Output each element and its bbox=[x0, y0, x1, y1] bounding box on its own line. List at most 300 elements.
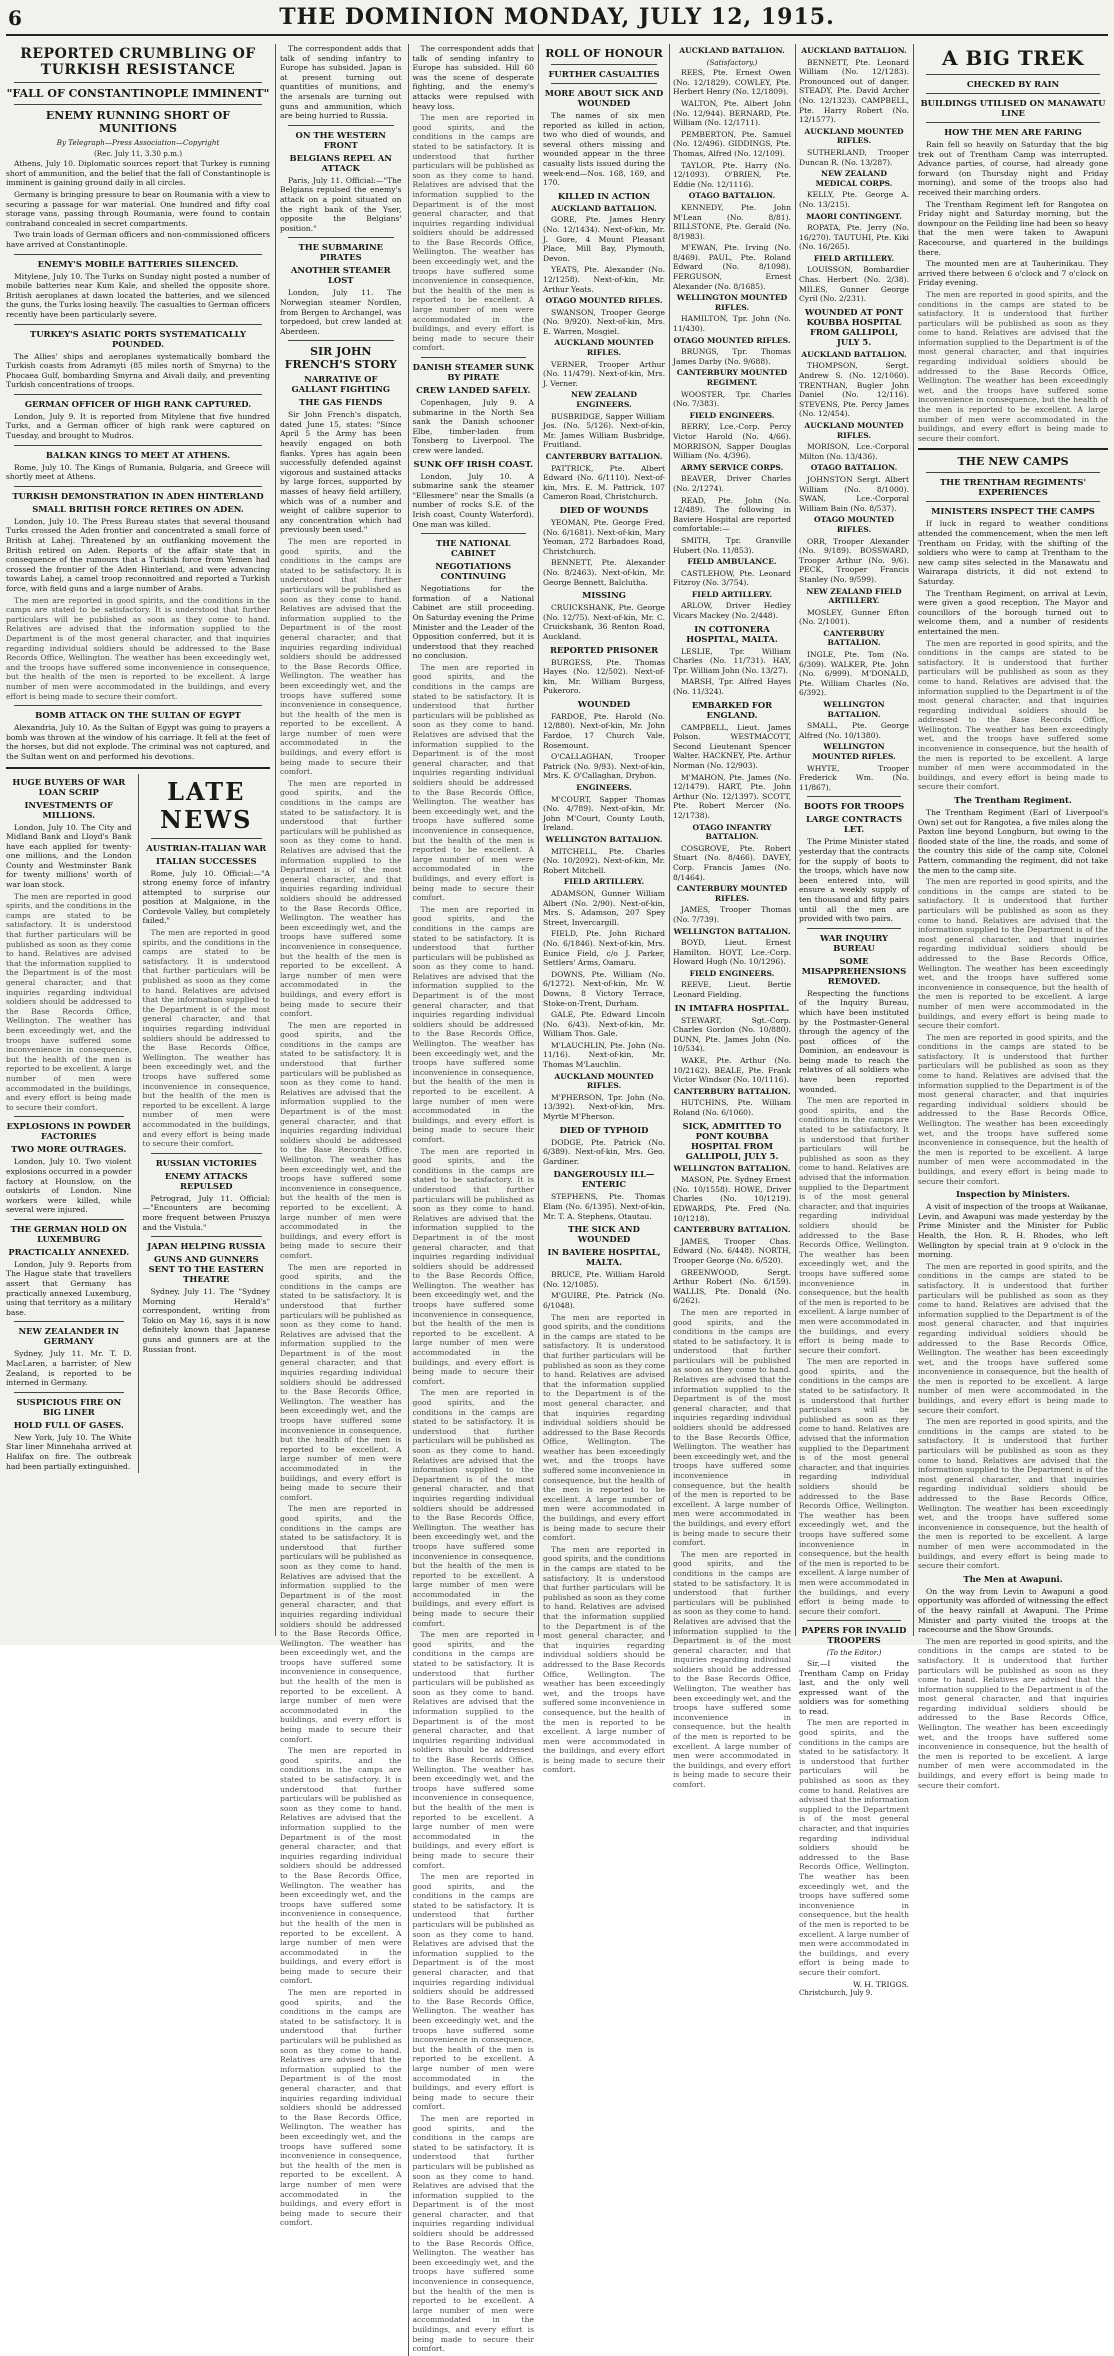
unit-heading: WELLINGTON BATTALION. bbox=[823, 700, 885, 719]
article-paragraph: Copenhagen, July 9. A submarine in the North Sea sank the Danish schooner Elbe, timber-laden from Tonsberg to Liverpool. The crew were landed. bbox=[412, 398, 534, 455]
article-paragraph: The men are reported in good spirits, and the conditions in the camps are stated to be satisfactory. It is understood that further particulars will be published as soon as they come to hand. Relatives are advised that the information supplied to the Department is of the most general character, and that inquiries regarding individual soldiers should be addressed to the Base Records Office, Wellington. The weather has been exceedingly wet, and the troops have suffered some inconvenience in consequence, but the health of the men is reported to be excellent. A large number of men were accommodated in the buildings, and every effort is being made to secure their comfort. bbox=[918, 289, 1108, 443]
casualty-entry: M'PHERSON, Tpr. John (No. 13/392). Next-of-kin, Mrs. Myrtle M'Pherson. bbox=[543, 1092, 665, 1122]
article-paragraph: The men are reported in good spirits, and the conditions in the camps are stated to be satisfactory. It is understood that further particulars will be published as soon as they come to hand. Relatives are advised that the information supplied to the Department is of the most general character, and that inquiries regarding individual soldiers should be addressed to the Base Records Office, Wellington. The weather has been exceedingly wet, and the troops have suffered some inconvenience in consequence, but the health of the men is reported to be excellent. A large number of men were accommodated in the buildings, and every effort is being made to secure their comfort. bbox=[799, 1096, 909, 1355]
article-paragraph: A visit of inspection of the troops at Waikanae, Levin, and Awapuni was made yesterday by the Prime Minister and the Minister for Public Health, the Hon. R. H. Rhodes, who left Wellington by special train at 9 o'clock in the morning. bbox=[918, 1202, 1108, 1260]
masthead-title: THE DOMINION MONDAY, JULY 12, 1915. bbox=[279, 4, 835, 30]
casualty-entry: COSGROVE, Pte. Robert Stuart (No. 8/466). DAVEY, Corp. Francis James (No. 8/1464). bbox=[673, 843, 791, 882]
casualty-entry: BEAVER, Driver Charles (No. 2/1274). bbox=[673, 474, 791, 493]
article-paragraph: The Trentham Regiment (Earl of Liverpool's Own) set out for Rangotea, a five miles along the Paxton line beyond Longburn, but owing to the flooded state of the line, the roads, and some of the country this side of the camp site, Colonel Pattern, commanding the regiment, did not take the men to the camp site. bbox=[918, 808, 1108, 875]
column-4 bbox=[673, 44, 791, 1789]
casualty-entry: READ, Pte. John (No. 12/489). The following in Baviere Hospital are reported comfortable:— bbox=[673, 495, 791, 534]
unit-heading: WELLINGTON BATTALION. bbox=[673, 1163, 791, 1173]
section-heading: TWO MORE OUTRAGES. bbox=[11, 1144, 127, 1155]
casualty-entry: REES, Pte. Ernest Owen (No. 12/1829). COWLEY, Pte. Herbert Henry (No. 12/1809). bbox=[673, 68, 791, 97]
section-heading: ENEMY'S MOBILE BATTERIES SILENCED. bbox=[37, 258, 239, 269]
subheadline: ENEMY RUNNING SHORT OF MUNITIONS bbox=[45, 109, 231, 135]
unit-heading: WELLINGTON MOUNTED RIFLES. bbox=[676, 293, 788, 312]
casualty-entry: ORR, Trooper Alexander (No. 9/189). BOSSWARD, Trooper Arthur (No. 9/6). PECK, Trooper Francis Stanley (No. 9/599). bbox=[799, 536, 909, 584]
section-heading: SUNK OFF IRISH COAST. bbox=[413, 458, 534, 469]
unit-heading: FIELD ARTILLERY. bbox=[691, 589, 773, 599]
article-paragraph: The correspondent adds that talk of sending infantry to Europe has subsided. Japan is at present turning out quantities of munitions, and the arsenals are turning out guns and ammunition, which are being hurried to Russia. bbox=[280, 44, 402, 121]
casualty-entry: BOYD, Lieut. Ernest Hamilton. HOYT, Lce.-Corp. Howard Hugh (No. 10/1296). bbox=[673, 938, 791, 967]
section-heading: PRACTICALLY ANNEXED. bbox=[8, 1246, 130, 1257]
article-paragraph: The men are reported in good spirits, and the conditions in the camps are stated to be satisfactory. It is understood that further particulars will be published as soon as they come to hand. Relatives are advised that the information supplied to the Department is of the most general character, and that inquiries regarding individual soldiers should be addressed to the Base Records Office, Wellington. The weather has been exceedingly wet, and the troops have suffered some inconvenience in consequence, but the health of the men is reported to be excellent. A large number of men were accommodated in the buildings, and every effort is being made to secure their comfort. bbox=[918, 1032, 1108, 1186]
column-5 bbox=[799, 44, 909, 1998]
unit-heading: OTAGO BATTALION. bbox=[688, 191, 776, 201]
divider bbox=[288, 340, 394, 341]
divider bbox=[14, 254, 262, 255]
section-heading: NARRATIVE OF GALLANT FIGHTING bbox=[291, 374, 391, 395]
section-heading: DIED OF TYPHOID bbox=[559, 1124, 649, 1135]
article-paragraph: The men are reported in good spirits, and the conditions in the camps are stated to be satisfactory. It is understood that further particulars will be published as soon as they come to hand. Relatives are advised that the information supplied to the Department is of the most general character, and that inquiries regarding individual soldiers should be addressed to the Base Records Office, Wellington. The weather has been exceedingly wet, and the troops have suffered some inconvenience in consequence, but the health of the men is reported to be excellent. A large number of men were accommodated in the buildings, and every effort is being made to secure their comfort. bbox=[799, 1357, 909, 1616]
casualty-entry: MORISON, Lce.-Corporal Milton (No. 13/436). bbox=[799, 442, 909, 461]
lower-right bbox=[138, 774, 270, 1474]
masthead bbox=[0, 0, 1114, 38]
divider bbox=[918, 448, 1108, 450]
section-heading: TURKEY'S ASIATIC PORTS SYSTEMATICALLY POUNDED. bbox=[29, 328, 247, 349]
casualty-entry: BRUNGS, Tpr. Thomas James Darby (No. 9/688). bbox=[673, 347, 791, 366]
casualty-entry: SWANSON, Trooper George (No. 9/920). Next-of-kin, Mrs. E. Warren, Mosgiel. bbox=[543, 307, 665, 336]
casualty-entry: WHYTE, Trooper Frederick Wm. (No. 11/867). bbox=[799, 763, 909, 792]
article-paragraph: The men are reported in good spirits, and the conditions in the camps are stated to be satisfactory. It is understood that further particulars will be published as soon as they come to hand. Relatives are advised that the information supplied to the Department is of the most general character, and that inquiries regarding individual soldiers should be addressed to the Base Records Office, Wellington. The weather has been exceedingly wet, and the troops have suffered some inconvenience in consequence, but the health of the men is reported to be excellent. A large number of men were accommodated in the buildings, and every effort is being made to secure their comfort. bbox=[918, 638, 1108, 792]
divider bbox=[551, 64, 657, 65]
unit-heading: AUCKLAND BATTALION. bbox=[801, 349, 907, 359]
unit-heading: WELLINGTON BATTALION. bbox=[673, 926, 791, 936]
article-paragraph: The Prime Minister stated yesterday that the contracts for the supply of boots to the troops, which have now been entered into, will ensure a weekly supply of ten thousand and fifty pairs until all the men are provided with two pairs. bbox=[799, 837, 909, 924]
section-heading: EMBARKED FOR ENGLAND. bbox=[691, 699, 773, 720]
casualty-entry: BRUCE, Pte. William Harold (No. 12/1085). bbox=[543, 1270, 665, 1289]
article-paragraph: Respecting the functions of the Inquiry Bureau, which have been instituted by the Postmaster-General through the agency of the post offices of the Dominion, an endeavour is being made to reach the relatives of all soldiers who have been reported wounded. bbox=[799, 988, 909, 1094]
casualty-entry: JAMES, Trooper Thomas (No. 7/739). bbox=[673, 905, 791, 924]
unit-heading: NEW ZEALAND MEDICAL CORPS. bbox=[815, 169, 893, 188]
section-heading: DIED OF WOUNDS bbox=[559, 504, 649, 515]
article-paragraph: Athens, July 10. Diplomatic sources report that Turkey is running short of ammunition, and the belief that the fall of Constantinople is imminent is gaining ground daily in all circles. bbox=[6, 159, 270, 188]
section-heading: THE NEW CAMPS bbox=[957, 455, 1069, 469]
article-paragraph: The Trentham Regiment, on arrival at Levin, were given a good reception. The Mayor and councillors of the borough turned out to welcome them, and a number of residents entertained the men. bbox=[918, 588, 1108, 636]
section-heading: BOMB ATTACK ON THE SULTAN OF EGYPT bbox=[35, 710, 241, 721]
casualty-entry: SUTHERLAND, Trooper Duncan R. (No. 13/287). bbox=[799, 147, 909, 167]
casualty-entry: THOMPSON, Sergt. Andrew S. (No. 12/1060). TRENTHAN, Bugler John Daniel (No. 12/116). STEVENS, Pte. Percy James (No. 12/454). bbox=[799, 361, 909, 419]
section-heading: IN BAVIERE HOSPITAL, MALTA. bbox=[547, 1247, 661, 1268]
casualty-entry: CAMPBELL, Lieut. James Polson. WESTMACOTT, Second Lieutenant Spencer Walter. HACKNEY, Pte. Arthur Norman (No. 12/903). bbox=[673, 722, 791, 770]
article-paragraph: The Trentham Regiment left for Rangotea on Friday night and Saturday morning, but the downpour on the Feilding line had been so heavy that the men were taken to Awapuni Racecourse, and quartered in the buildings there. bbox=[918, 199, 1108, 257]
section-heading: IN COTTONERA HOSPITAL, MALTA. bbox=[686, 623, 778, 644]
article-paragraph: The Allies' ships and aeroplanes systematically bombard the Turkish coasts from Adramyti (85 miles north of Smyrna) to the Phocaea Gulf, bombarding Smyrna and Aivali daily, and preventing Turkish concentrations of troops. bbox=[6, 351, 270, 390]
casualty-entry: M'COURT, Sapper Thomas (No. 4/789). Next-of-kin, Mr. John M'Court, County Louth, Ireland. bbox=[543, 794, 665, 833]
subheadline: "FALL OF CONSTANTINOPLE IMMINENT" bbox=[6, 87, 270, 100]
unit-heading: FIELD ENGINEERS. bbox=[689, 410, 775, 420]
casualty-entry: YEATS, Pte. Alexander (No. 12/1258). Next-of-kin, Mr. Arthur Yeats. bbox=[543, 265, 665, 294]
article-paragraph: Alexandria, July 10. As the Sultan of Egypt was going to prayers a bomb was thrown at the window of his carriage. It fell at the feet of the horses, but did not explode. The criminal was not captured, and the Sultan went on and performed his devotions. bbox=[6, 723, 270, 761]
casualty-entry: LOUISSON, Bombardier Chas. Herbert (No. 2/38). MILES, Gunner George Cyril (No. 2/231). bbox=[799, 265, 909, 304]
casualty-entry: CRUICKSHANK, Pte. George (No. 12/75). Next-of-kin, Mr. C. Cruickshank, 36 Renton Road, Auckland. bbox=[543, 603, 665, 641]
subheadline: BUILDINGS UTILISED ON MANAWATU LINE bbox=[920, 98, 1106, 118]
subheadline: MORE ABOUT SICK AND WOUNDED bbox=[544, 88, 664, 108]
unit-heading: CANTERBURY MOUNTED RIFLES. bbox=[676, 884, 788, 903]
unit-heading: NEW ZEALAND ENGINEERS. bbox=[571, 390, 637, 410]
section-heading: PAPERS FOR INVALID TROOPERS bbox=[801, 1625, 907, 1646]
article-paragraph: The men are reported in good spirits, and the conditions in the camps are stated to be satisfactory. It is understood that further particulars will be published as soon as they come to hand. Relatives are advised that the information supplied to the Department is of the most general character, and that inquiries regarding individual soldiers should be addressed to the Base Records Office, Wellington. The weather has been exceedingly wet, and the troops have suffered some inconvenience in consequence, but the health of the men is reported to be excellent. A large number of men were accommodated in the buildings, and every effort is being made to secure their comfort. bbox=[412, 1630, 534, 1870]
casualty-entry: FARDOE, Pte. Harold (No. 12/880). Next-of-kin, Mr. John Fardoe, 17 Church Vale, Rosemount. bbox=[543, 711, 665, 750]
section-heading: CREW LANDED SAFELY. bbox=[416, 385, 531, 395]
divider bbox=[151, 1153, 262, 1154]
section-heading: ENEMY ATTACKS REPULSED bbox=[164, 1170, 248, 1191]
section-heading: BELGIANS REPEL AN ATTACK bbox=[289, 152, 393, 173]
article-paragraph: The men are reported in good spirits, and the conditions in the camps are stated to be satisfactory. It is understood that further particulars will be published as soon as they come to hand. Relatives are advised that the information supplied to the Department is of the most general character, and that inquiries regarding individual soldiers should be addressed to the Base Records Office, Wellington. The weather has been exceedingly wet, and the troops have suffered some inconvenience in consequence, but the health of the men is reported to be excellent. A large number of men were accommodated in the buildings, and every effort is being made to secure their comfort. bbox=[799, 1718, 909, 1977]
article-paragraph: If luck in regard to weather conditions attended the commencement, when the men left Trentham on Friday, with the shifting of the soldiers who were to camp at Trentham to the new camp sites selected in the Manawatu and Wairarapa districts, it did not extend to Saturday. bbox=[918, 519, 1108, 586]
unit-heading: AUCKLAND BATTALION. bbox=[801, 46, 907, 55]
casualty-entry: STEWART, Sgt.-Corp. Charles Gordon (No. 10/880). DUNN, Pte. James John (No. 10/534). bbox=[673, 1015, 791, 1054]
unit-heading: OTAGO MOUNTED RIFLES. bbox=[673, 335, 791, 345]
casualty-entry: PEMBERTON, Pte. Samuel (No. 12/496). GIDDINGS, Pte. Thomas, Alfred (No. 12/109). bbox=[673, 129, 791, 158]
article-paragraph: The men are reported in good spirits, and the conditions in the camps are stated to be satisfactory. It is understood that further particulars will be published as soon as they come to hand. Relatives are advised that the information supplied to the Department is of the most general character, and that inquiries regarding individual soldiers should be addressed to the Base Records Office, Wellington. The weather has been exceedingly wet, and the troops have suffered some inconvenience in consequence, but the health of the men is reported to be excellent. A large number of men were accommodated in the buildings, and every effort is being made to secure their comfort. bbox=[412, 1146, 534, 1386]
casualty-entry: WOOSTER, Tpr. Charles (No. 7/383). bbox=[673, 389, 791, 409]
section-heading: JAPAN HELPING RUSSIA bbox=[147, 1241, 266, 1252]
column-1 bbox=[6, 44, 270, 1639]
unit-heading: FIELD AMBULANCE. bbox=[687, 557, 777, 567]
casualty-entry: ADAMSON, Gunner William Albert (No. 2/90). Next-of-kin, Mrs. S. Adamson, 207 Spey Street, Invercargill. bbox=[543, 888, 665, 927]
casualty-entry: HUTCHINS, Pte. William Roland (No. 6/1060). bbox=[673, 1098, 791, 1117]
divider bbox=[807, 1620, 901, 1621]
divider bbox=[14, 104, 262, 105]
article-paragraph: The men are reported in good spirits, and the conditions in the camps are stated to be satisfactory. It is understood that further particulars will be published as soon as they come to hand. Relatives are advised that the information supplied to the Department is of the most general character, and that inquiries regarding individual soldiers should be addressed to the Base Records Office, Wellington. The weather has been exceedingly wet, and the troops have suffered some inconvenience in consequence, but the health of the men is reported to be excellent. A large number of men were accommodated in the buildings, and every effort is being made to secure their comfort. bbox=[280, 1504, 402, 1744]
divider bbox=[421, 533, 527, 534]
divider bbox=[926, 93, 1100, 94]
masthead-rule bbox=[6, 34, 1108, 36]
column-2-right bbox=[408, 44, 535, 2356]
article-paragraph: The names of six men reported as killed in action, two who died of wounds, and several others missing and wounded appear in the three casualty lists issued during the week-end—Nos. 168, 169, and 170. bbox=[543, 111, 665, 188]
unit-heading: CANTERBURY MOUNTED REGIMENT. bbox=[676, 368, 788, 387]
divider bbox=[6, 767, 270, 769]
article-paragraph: Sir John French's dispatch, dated June 15, states: "Since April 5 the Army has been heavily engaged on both flanks. Ypres has again been successfully defended against vigorous and sustained attacks by large forces, supported by masses of heavy field artillery, which was of a number and weight of calibre superior to any concentration which had previously been used." bbox=[280, 410, 402, 535]
column-2 bbox=[280, 44, 534, 2354]
unit-heading: WELLINGTON MOUNTED RIFLES. bbox=[812, 742, 896, 761]
subheadline: CHECKED BY RAIN bbox=[966, 79, 1060, 89]
divider bbox=[926, 122, 1100, 123]
casualty-entry: ARLOW, Driver Hedley Vicars Mackey (No. 2/448). bbox=[673, 601, 791, 621]
casualty-entry: VERNER, Trooper Arthur (No. 11/479). Next-of-kin, Mrs. J. Verner. bbox=[543, 359, 665, 388]
divider bbox=[807, 928, 901, 929]
article-paragraph: London, July 10. The City and Midland Bank and Lloyd's Bank have each applied for twenty-one millions, and the London County and Westminster Bank for twenty millions' worth of war loan stock. bbox=[6, 822, 132, 890]
article-paragraph: The men are reported in good spirits, and the conditions in the camps are stated to be satisfactory. It is understood that further particulars will be published as soon as they come to hand. Relatives are advised that the information supplied to the Department is of the most general character, and that inquiries regarding individual soldiers should be addressed to the Base Records Office, Wellington. The weather has been exceedingly wet, and the troops have suffered some inconvenience in consequence, but the health of the men is reported to be excellent. A large number of men were accommodated in the buildings, and every effort is being made to secure their comfort. bbox=[412, 904, 534, 1144]
article-paragraph: The men are reported in good spirits, and the conditions in the camps are stated to be satisfactory. It is understood that further particulars will be published as soon as they come to hand. Relatives are advised that the information supplied to the Department is of the most general character, and that inquiries regarding individual soldiers should be addressed to the Base Records Office, Wellington. The weather has been exceedingly wet, and the troops have suffered some inconvenience in consequence, but the health of the men is reported to be excellent. A large number of men were accommodated in the buildings, and every effort is being made to secure their comfort. bbox=[918, 1636, 1108, 1790]
article-paragraph: The men are reported in good spirits, and the conditions in the camps are stated to be satisfactory. It is understood that further particulars will be published as soon as they come to hand. Relatives are advised that the information supplied to the Department is of the most general character, and that inquiries regarding individual soldiers should be addressed to the Base Records Office, Wellington. The weather has been exceedingly wet, and the troops have suffered some inconvenience in consequence, but the health of the men is reported to be excellent. A large number of men were accommodated in the buildings, and every effort is being made to secure their comfort. bbox=[280, 1988, 402, 2228]
article-paragraph: The men are reported in good spirits, and the conditions in the camps are stated to be satisfactory. It is understood that further particulars will be published as soon as they come to hand. Relatives are advised that the information supplied to the Department is of the most general character, and that inquiries regarding individual soldiers should be addressed to the Base Records Office, Wellington. The weather has been exceedingly wet, and the troops have suffered some inconvenience in consequence, but the health of the men is reported to be excellent. A large number of men were accommodated in the buildings, and every effort is being made to secure their comfort. bbox=[280, 1262, 402, 1502]
casualty-entry: CASTLEHOW, Pte. Leonard Fitzroy (No. 3/754). bbox=[673, 568, 791, 588]
article-paragraph: The correspondent adds that talk of sending infantry to Europe has subsided. Hill 60 was the scene of desperate fighting, and the enemy's attacks were repulsed with heavy loss. bbox=[412, 44, 534, 111]
article-paragraph: London, July 9. It is reported from Mitylene that five hundred Turks, and a German officer of high rank were captured on Tuesday, and brought to Mudros. bbox=[6, 411, 270, 441]
section-heading: INVESTMENTS OF MILLIONS. bbox=[24, 799, 113, 820]
section-heading: THE NATIONAL CABINET bbox=[435, 538, 511, 559]
unit-heading: AUCKLAND MOUNTED RIFLES. bbox=[554, 338, 654, 358]
unit-heading: CANTERBURY BATTALION. bbox=[673, 1225, 791, 1235]
headline: REPORTED CRUMBLING OF TURKISH RESISTANCE bbox=[20, 46, 256, 78]
casualty-entry: MARSH, Tpr. Alfred Hayes (No. 11/324). bbox=[673, 677, 791, 697]
unit-heading: CANTERBURY BATTALION. bbox=[673, 1086, 791, 1096]
byline: By Telegraph—Press Association—Copyright bbox=[56, 138, 220, 147]
section-heading: THE GERMAN HOLD ON LUXEMBURG bbox=[10, 1223, 128, 1244]
unit-heading: OTAGO INFANTRY BATTALION. bbox=[692, 822, 772, 842]
article-paragraph: The men are reported in good spirits, and the conditions in the camps are stated to be satisfactory. It is understood that further particulars will be published as soon as they come to hand. Relatives are advised that the information supplied to the Department is of the most general character, and that inquiries regarding individual soldiers should be addressed to the Base Records Office, Wellington. The weather has been exceedingly wet, and the troops have suffered some inconvenience in consequence, but the health of the men is reported to be excellent. A large number of men were accommodated in the buildings, and every effort is being made to secure their comfort. bbox=[412, 1388, 534, 1628]
casualty-entry: FIELD, Pte. John Richard (No. 6/1846). Next-of-kin, Mrs. Eunice Field, c/o J. Parker, Settlers' Arms, Oamaru. bbox=[543, 929, 665, 968]
article-paragraph: The men are reported in good spirits, and the conditions in the camps are stated to be satisfactory. It is understood that further particulars will be published as soon as they come to hand. Relatives are advised that the information supplied to the Department is of the most general character, and that inquiries regarding individual soldiers should be addressed to the Base Records Office, Wellington. The weather has been exceedingly wet, and the troops have suffered some inconvenience in consequence, but the health of the men is reported to be excellent. A large number of men were accommodated in the buildings, and every effort is being made to secure their comfort. bbox=[280, 778, 402, 1019]
unit-heading: AUCKLAND MOUNTED RIFLES. bbox=[804, 421, 904, 440]
casualty-entry: BURGESS, Pte. Thomas Hayes (No. 12/502). Next-of-kin, Mr. William Burgess, Pukeroro. bbox=[543, 657, 665, 696]
casualty-entry: M'GUIRE, Pte. Patrick (No. 6/1048). bbox=[543, 1291, 665, 1310]
column-6 bbox=[918, 44, 1108, 1790]
casualty-entry: WALTON, Pte. Albert John (No. 12/944). BERNARD, Pte. William (No. 12/1711). bbox=[673, 98, 791, 128]
article-paragraph: The men are reported in good spirits, and the conditions in the camps are stated to be satisfactory. It is understood that further particulars will be published as soon as they come to hand. Relatives are advised that the information supplied to the Department is of the most general character, and that inquiries regarding individual soldiers should be addressed to the Base Records Office, Wellington. The weather has been exceedingly wet, and the troops have suffered some inconvenience in consequence, but the health of the men is reported to be excellent. A large number of men were accommodated in the buildings, and every effort is being made to secure their comfort. bbox=[543, 1312, 665, 1543]
divider bbox=[551, 83, 657, 84]
casualty-entry: BENNETT, Pte. Alexander (No. 8/2463). Next-of-kin, Mr. George Bennett, Balclutha. bbox=[543, 558, 665, 587]
column-rule bbox=[795, 44, 796, 1636]
section-heading: ITALIAN SUCCESSES bbox=[156, 855, 257, 866]
unit-heading: NEW ZEALAND FIELD ARTILLERY. bbox=[806, 586, 902, 606]
column-3 bbox=[543, 44, 665, 1775]
divider bbox=[926, 74, 1100, 75]
section-heading: DANGEROUSLY ILL—ENTERIC bbox=[553, 1169, 655, 1190]
divider bbox=[14, 445, 262, 446]
section-heading: THE SICK AND WOUNDED bbox=[568, 1224, 640, 1245]
column-rule bbox=[669, 44, 670, 1636]
casualty-entry: M'LAUCHLIN, Pte. John (No. 11/16). Next-of-kin, Mr. Thomas M'Lauchlin. bbox=[543, 1040, 665, 1070]
unit-heading: AUCKLAND BATTALION. bbox=[551, 203, 657, 213]
late-news-heading: LATE NEWS bbox=[160, 776, 253, 834]
article-paragraph: The men are reported in good spirits, and the conditions in the camps are stated to be satisfactory. It is understood that further particulars will be published as soon as they come to hand. Relatives are advised that the information supplied to the Department is of the most general character, and that inquiries regarding individual soldiers should be addressed to the Base Records Office, Wellington. The weather has been exceedingly wet, and the troops have suffered some inconvenience in consequence, but the health of the men is reported to be excellent. A large number of men were accommodated in the buildings, and every effort is being made to secure their comfort. bbox=[6, 595, 270, 701]
article-paragraph: London, July 10. Two violent explosions occurred in a powder factory at Hounslow, on the outskirts of London. Nine workers were killed, while several were injured. bbox=[6, 1157, 132, 1215]
divider bbox=[926, 501, 1100, 502]
section-heading: MINISTERS INSPECT THE CAMPS bbox=[931, 506, 1095, 517]
subheadline: HOW THE MEN ARE FARING bbox=[944, 127, 1082, 137]
section-heading: WAR INQUIRY BUREAU bbox=[819, 932, 888, 953]
section-heading: The Trentham Regiment. bbox=[954, 795, 1072, 806]
casualty-entry: M'EWAN, Pte. Irving (No. 8/469). PAUL, Pte. Roland Edward (No. 8/1098). FERGUSON, Ernest Alexander (No. 8/1685). bbox=[673, 243, 791, 291]
casualty-entry: STEPHENS, Pte. Thomas Elam (No. 6/1395). Next-of-kin, Mr. T. A. Stephens, Otautau. bbox=[543, 1192, 665, 1221]
section-heading: ANOTHER STEAMER LOST bbox=[290, 265, 391, 286]
article-paragraph: The men are reported in good spirits, and the conditions in the camps are stated to be satisfactory. It is understood that further particulars will be published as soon as they come to hand. Relatives are advised that the information supplied to the Department is of the most general character, and that inquiries regarding individual soldiers should be addressed to the Base Records Office, Wellington. The weather has been exceedingly wet, and the troops have suffered some inconvenience in consequence, but the health of the men is reported to be excellent. A large number of men were accommodated in the buildings, and every effort is being made to secure their comfort. bbox=[918, 1261, 1108, 1415]
divider bbox=[151, 1236, 262, 1237]
casualty-entry: HAMILTON, Tpr. John (No. 11/430). bbox=[673, 314, 791, 334]
unit-heading: FIELD ARTILLERY. bbox=[563, 877, 645, 887]
casualty-entry: MITCHELL, Pte. Charles (No. 10/2092). Next-of-kin, Mr. Robert Mitchell. bbox=[543, 846, 665, 875]
casualty-entry: BERRY, Lce.-Corp. Percy Victor Harold (No. 4/66). MORRISON, Sapper Douglas William (No. 4/396). bbox=[673, 422, 791, 461]
article-paragraph: Germany is bringing pressure to bear on Roumania with a view to securing a passage for war material. One hundred and fifty coal storage vans, passing through Roumania, were found to contain contraband concealed in secret compartments. bbox=[6, 189, 270, 228]
casualty-entry: INGLE, Pte. Tom (No. 6/309). WALKER, Pte. John (No. 6/999). M'DONALD, Pte. William Charles (No. 6/392). bbox=[799, 650, 909, 698]
headline: A BIG TREK bbox=[942, 46, 1084, 70]
section-heading: KILLED IN ACTION bbox=[557, 190, 651, 201]
casualty-entry: ROPATA, Pte. Jerry (No. 16/270). TAUTUHI, Pte. Kiki (No. 16/265). bbox=[799, 223, 909, 252]
section-heading: SUSPICIOUS FIRE ON BIG LINER bbox=[16, 1396, 122, 1417]
section-heading: SIR JOHN FRENCH'S STORY bbox=[284, 345, 397, 372]
section-heading: NEW ZEALANDER IN GERMANY bbox=[18, 1326, 119, 1347]
casualty-entry: WAKE, Pte. Arthur (No. 10/2162). BEALE, Pte. Frank Victor Windsor (No. 10/1116). bbox=[673, 1056, 791, 1085]
divider bbox=[288, 237, 394, 238]
column-rule bbox=[275, 44, 276, 1636]
signature: W. H. TRIGGS. bbox=[852, 1979, 909, 1989]
casualty-entry: GREENWOOD, Sergt. Arthur Robert (No. 6/159). WALLIS, Pte. Donald (No. 6/262). bbox=[673, 1267, 791, 1306]
section-heading: Inspection by Ministers. bbox=[956, 1189, 1070, 1200]
column-rule bbox=[538, 44, 539, 1636]
section-heading: GUNS AND GUNNERS SENT TO THE EASTERN THEATRE bbox=[148, 1254, 264, 1285]
article-paragraph: The men are reported in good spirits, and the conditions in the camps are stated to be satisfactory. It is understood that further particulars will be published as soon as they come to hand. Relatives are advised that the information supplied to the Department is of the most general character, and that inquiries regarding individual soldiers should be addressed to the Base Records Office, Wellington. The weather has been exceedingly wet, and the troops have suffered some inconvenience in consequence, but the health of the men is reported to be excellent. A large number of men were accommodated in the buildings, and every effort is being made to secure their comfort. bbox=[918, 877, 1108, 1031]
section-heading: HUGE BUYERS OF WAR LOAN SCRIP bbox=[12, 776, 126, 797]
section-heading: TURKISH DEMONSTRATION IN ADEN HINTERLAND bbox=[12, 490, 264, 501]
article-paragraph: The men are reported in good spirits, and the conditions in the camps are stated to be satisfactory. It is understood that further particulars will be published as soon as they come to hand. Relatives are advised that the information supplied to the Department is of the most general character, and that inquiries regarding individual soldiers should be addressed to the Base Records Office, Wellington. The weather has been exceedingly wet, and the troops have suffered some inconvenience in consequence, but the health of the men is reported to be excellent. A large number of men were accommodated in the buildings, and every effort is being made to secure their comfort. bbox=[412, 662, 534, 903]
article-paragraph: The men are reported in good spirits, and the conditions in the camps are stated to be satisfactory. It is understood that further particulars will be published as soon as they come to hand. Relatives are advised that the information supplied to the Department is of the most general character, and that inquiries regarding individual soldiers should be addressed to the Base Records Office, Wellington. The weather has been exceedingly wet, and the troops have suffered some inconvenience in consequence, but the health of the men is reported to be excellent. A large number of men were accommodated in the buildings, and every effort is being made to secure their comfort. bbox=[142, 928, 270, 1149]
casualty-entry: SMALL, Pte. George Alfred (No. 10/1380). bbox=[799, 721, 909, 740]
casualty-entry: MOSLEY, Gunner Efton (No. 2/1001). bbox=[799, 607, 909, 627]
unit-heading: OTAGO MOUNTED RIFLES. bbox=[545, 296, 663, 306]
casualty-entry: KENNEDY, Pte. John M'Lean (No. 8/81). RILLSTONE, Pte. Gerald (No. 8/1983). bbox=[673, 202, 791, 241]
section-heading: GERMAN OFFICER OF HIGH RANK CAPTURED. bbox=[24, 398, 252, 409]
unit-heading: FIELD ENGINEERS. bbox=[689, 968, 775, 978]
section-heading: SMALL BRITISH FORCE RETIRES ON ADEN. bbox=[32, 503, 244, 514]
divider bbox=[421, 357, 527, 358]
casualty-entry: JOHNSTON Sergt. Albert William (No. 8/1000). SWAN, Lce.-Corporal William Bain (No. 8/537). bbox=[799, 474, 909, 513]
article-paragraph: Negotiations for the formation of a National Cabinet are still proceeding. On Saturday evening the Prime Minister and the Leader of the Opposition conferred, but it is understood that they reached no conclusion. bbox=[412, 584, 534, 661]
page-number: 6 bbox=[8, 6, 22, 30]
section-heading: ON THE WESTERN FRONT bbox=[295, 129, 386, 150]
section-heading: WOUNDED bbox=[577, 698, 631, 709]
unit-heading: AUCKLAND MOUNTED RIFLES. bbox=[804, 126, 904, 146]
divider bbox=[14, 486, 262, 487]
article-paragraph: London, July 9. Reports from The Hague state that travellers assert that Germany has practically annexed Luxemburg, using that territory as a military base. bbox=[6, 1259, 132, 1317]
casualty-entry: SMITH, Tpr. Granville Hubert (No. 11/853). bbox=[673, 535, 791, 555]
article-paragraph: Mitylene, July 10. The Turks on Sunday night posted a number of mobile batteries near Kum Kale, and shelled the opposite shore. British aeroplanes at dawn located the batteries, and we silenced the guns, the Turks losing heavily. The casualties to German officers recently have been particularly severe. bbox=[6, 271, 270, 319]
column-2-split bbox=[280, 44, 534, 2356]
dateline: (Rec. July 11, 3.30 p.m.) bbox=[93, 148, 182, 158]
section-heading: SOME MISAPPREHENSIONS REMOVED. bbox=[801, 955, 907, 986]
casualty-entry: TAYLOR, Pte. Harry (No. 12/1093). O'BRIEN, Pte. Eddie (No. 12/1116). bbox=[673, 160, 791, 189]
unit-heading: FIELD ARTILLERY. bbox=[813, 253, 895, 263]
lower-split bbox=[6, 774, 270, 1474]
lower-left bbox=[6, 774, 132, 1474]
section-heading: NEGOTIATIONS CONTINUING bbox=[435, 561, 512, 582]
divider bbox=[14, 1392, 124, 1393]
article-paragraph: London, July 10. A submarine sank the steamer "Ellesmere" near the Smalls (a number of rocks S.E. of the Irish coast, County Waterford). One man was killed. bbox=[412, 471, 534, 529]
column-2-left bbox=[280, 44, 402, 2356]
section-heading: THE SUBMARINE PIRATES bbox=[298, 242, 384, 263]
article-paragraph: The men are reported in good spirits, and the conditions in the camps are stated to be satisfactory. It is understood that further particulars will be published as soon as they come to hand. Relatives are advised that the information supplied to the Department is of the most general character, and that inquiries regarding individual soldiers should be addressed to the Base Records Office, Wellington. The weather has been exceedingly wet, and the troops have suffered some inconvenience in consequence, but the health of the men is reported to be excellent. A large number of men were accommodated in the buildings, and every effort is being made to secure their comfort. bbox=[918, 1417, 1108, 1571]
article-paragraph: Rain fell so heavily on Saturday that the big trek out of Trentham Camp was interrupted. Advance parties, of course, had already gone forward (on Thursday night and Friday morning), and some of the troops also had received their marching orders. bbox=[918, 140, 1108, 197]
unit-heading: AUCKLAND BATTALION. bbox=[679, 46, 785, 55]
article-paragraph: The men are reported in good spirits, and the conditions in the camps are stated to be satisfactory. It is understood that further particulars will be published as soon as they come to hand. Relatives are advised that the information supplied to the Department is of the most general character, and that inquiries regarding individual soldiers should be addressed to the Base Records Office, Wellington. The weather has been exceedingly wet, and the troops have suffered some inconvenience in consequence, but the health of the men is reported to be excellent. A large number of men were accommodated in the buildings, and every effort is being made to secure their comfort. bbox=[412, 2113, 534, 2354]
article-paragraph: The men are reported in good spirits, and the conditions in the camps are stated to be satisfactory. It is understood that further particulars will be published as soon as they come to hand. Relatives are advised that the information supplied to the Department is of the most general character, and that inquiries regarding individual soldiers should be addressed to the Base Records Office, Wellington. The weather has been exceedingly wet, and the troops have suffered some inconvenience in consequence, but the health of the men is reported to be excellent. A large number of men were accommodated in the buildings, and every effort is being made to secure their comfort. bbox=[543, 1544, 665, 1775]
section-heading: IN IMTAFRA HOSPITAL. bbox=[674, 1002, 790, 1013]
article-paragraph: The men are reported in good spirits, and the conditions in the camps are stated to be satisfactory. It is understood that further particulars will be published as soon as they come to hand. Relatives are advised that the information supplied to the Department is of the most general character, and that inquiries regarding individual soldiers should be addressed to the Base Records Office, Wellington. The weather has been exceedingly wet, and the troops have suffered some inconvenience in consequence, but the health of the men is reported to be excellent. A large number of men were accommodated in the buildings, and every effort is being made to secure their comfort. bbox=[280, 1746, 402, 1986]
casualty-entry: DODGE, Pte. Patrick (No. 6/389). Next-of-kin, Mrs. Geo. Gardiner. bbox=[543, 1137, 665, 1166]
article-paragraph: Rome, July 10. The Kings of Rumania, Bulgaria, and Greece will shortly meet at Athens. bbox=[6, 462, 270, 482]
section-heading: THE TRENTHAM REGIMENTS' EXPERIENCES bbox=[939, 477, 1087, 498]
section-heading: AUSTRIAN-ITALIAN WAR bbox=[146, 842, 267, 853]
casualty-entry: O'CALLAGHAN, Trooper Patrick (No. 9/93). Next-of-kin, Mrs. K. O'Callaghan, Drybon. bbox=[543, 752, 665, 781]
casualty-entry: PATTRICK, Pte. Albert Edward (No. 6/1110). Next-of-kin, Mrs. E. M. Pattrick, 107 Cameron Road, Christchurch. bbox=[543, 463, 665, 502]
article-paragraph: New York, July 10. The White Star liner Minnehaha arrived at Halifax on fire. The outbreak had been partially extinguished. bbox=[6, 1432, 132, 1471]
divider bbox=[14, 324, 262, 325]
unit-heading: ARMY SERVICE CORPS. bbox=[680, 462, 784, 472]
section-heading: HOLD FULL OF GASES. bbox=[13, 1419, 124, 1430]
casualty-entry: GORE, Pte. James Henry (No. 12/1434). Next-of-kin, Mr. J. Gore, 4 Mount Pleasant Place, Mill Bay, Plymouth, Devon. bbox=[543, 215, 665, 263]
article-paragraph: Rome, July 10. Official:—"A strong enemy force of infantry attempted to surprise our position at Malgaione, in the Cordevole Valley, but completely failed." bbox=[142, 868, 270, 926]
divider bbox=[926, 472, 1100, 473]
article-paragraph: Sir,—I visited the Trentham Camp on Friday last, and the only well expressed want of the soldiers was for something to read. bbox=[799, 1658, 909, 1716]
section-heading: MISSING bbox=[582, 590, 626, 601]
article-paragraph: The men are reported in good spirits, and the conditions in the camps are stated to be satisfactory. It is understood that further particulars will be published as soon as they come to hand. Relatives are advised that the information supplied to the Department is of the most general character, and that inquiries regarding individual soldiers should be addressed to the Base Records Office, Wellington. The weather has been exceedingly wet, and the troops have suffered some inconvenience in consequence, but the health of the men is reported to be excellent. A large number of men were accommodated in the buildings, and every effort is being made to secure their comfort. bbox=[673, 1307, 791, 1548]
section-heading: THE GAS FIENDS bbox=[299, 397, 383, 408]
section-heading: SICK, ADMITTED TO PONT KOUBBA HOSPITAL FROM GALLIPOLI, JULY 5. bbox=[682, 1120, 782, 1161]
article-paragraph: London, July 10. The Press Bureau states that several thousand Turks crossed the Aden frontier and concentrated a small force of British at Lahej. Threatened by an outflanking movement the British retired on Aden. Reports of the affair state that in consequence of the rumours that a Turkish force from Yemen had crossed the frontier of the Aden Hinterland, and were advancing towards Lahej, a camel troop reconnoitred and reported a Turkish force, with field guns and a large number of Arabs. bbox=[6, 516, 270, 593]
article-paragraph: The mounted men are at Tauherinikau. They arrived there between 6 o'clock and 7 o'clock on Friday evening. bbox=[918, 259, 1108, 288]
unit-heading: ENGINEERS. bbox=[576, 783, 632, 793]
divider bbox=[14, 394, 262, 395]
article-paragraph: The men are reported in good spirits, and the conditions in the camps are stated to be satisfactory. It is understood that further particulars will be published as soon as they come to hand. Relatives are advised that the information supplied to the Department is of the most general character, and that inquiries regarding individual soldiers should be addressed to the Base Records Office, Wellington. The weather has been exceedingly wet, and the troops have suffered some inconvenience in consequence, but the health of the men is reported to be excellent. A large number of men were accommodated in the buildings, and every effort is being made to secure their comfort. bbox=[6, 891, 132, 1112]
unit-heading: OTAGO MOUNTED RIFLES. bbox=[813, 515, 895, 534]
casualty-entry: BUSBRIDGE, Sapper William Jos. (No. 5/126). Next-of-kin, Mr. James William Busbridge, Fruitland. bbox=[543, 411, 665, 450]
unit-heading: AUCKLAND MOUNTED RIFLES. bbox=[554, 1071, 654, 1091]
column-rule bbox=[913, 44, 914, 1636]
section-heading: RUSSIAN VICTORIES bbox=[155, 1157, 257, 1168]
casualty-entry: JAMES, Trooper Chas. Edward (No. 6/448). NORTH, Trooper George (No. 6/520). bbox=[673, 1236, 791, 1265]
section-subheading: (To the Editor.) bbox=[826, 1648, 882, 1658]
article-paragraph: Petrograd, July 11. Official:—"Encounters are becoming more frequent between Pruszya and the Vistula." bbox=[142, 1193, 270, 1232]
casualty-entry: KELLY, Pte. George A. (No. 13/215). bbox=[799, 190, 909, 209]
divider bbox=[14, 1116, 124, 1117]
headline: ROLL OF HONOUR bbox=[545, 47, 663, 60]
article-paragraph: Sydney, July 11. The "Sydney Morning Herald's" correspondent, writing from Tokio on May 16, says it is now definitely known that Japanese guns and gunners are at the Russian front. bbox=[142, 1287, 270, 1354]
article-paragraph: The men are reported in good spirits, and the conditions in the camps are stated to be satisfactory. It is understood that further particulars will be published as soon as they come to hand. Relatives are advised that the information supplied to the Department is of the most general character, and that inquiries regarding individual soldiers should be addressed to the Base Records Office, Wellington. The weather has been exceedingly wet, and the troops have suffered some inconvenience in consequence, but the health of the men is reported to be excellent. A large number of men were accommodated in the buildings, and every effort is being made to secure their comfort. bbox=[280, 1020, 402, 1260]
article-paragraph: Two train loads of German officers and non-commissioned officers have arrived at Constantinople. bbox=[6, 230, 270, 249]
casualty-entry: MASON, Pte. Sydney Ernest (No. 10/1558). HOWE, Driver Charles (No. 10/1219). EDWARDS, Pte. Fred (No. 10/1218). bbox=[673, 1175, 791, 1223]
signature-place: Christchurch, July 9. bbox=[799, 1989, 873, 1998]
section-heading: BOOTS FOR TROOPS bbox=[803, 801, 905, 812]
section-heading: DANISH STEAMER SUNK BY PIRATE bbox=[412, 362, 534, 382]
casualty-entry: M'MAHON, Pte. James (No. 12/1479). HART, Pte. John Arthur (No. 12/1397). SCOTT, Pte. Robert Mercer (No. 12/1738). bbox=[673, 772, 791, 820]
article-paragraph: Sydney, July 11. Mr. T. D. MacLaren, a barrister, of New Zealand, is reported to be interned in Germany. bbox=[6, 1349, 132, 1388]
subheadline: FURTHER CASUALTIES bbox=[548, 69, 660, 79]
casualty-entry: LESLIE, Tpr. William Charles (No. 11/731). HAY, Tpr. William John (No. 13/27). bbox=[673, 646, 791, 675]
divider bbox=[14, 1219, 124, 1220]
casualty-entry: YEOMAN, Pte. George Fred. (No. 6/1681). Next-of-kin, Mary Yeoman, 272 Barbadoes Road, Christchurch. bbox=[543, 517, 665, 556]
article-paragraph: On the way from Levin to Awapuni a good opportunity was afforded of witnessing the effect of the heavy rainfall at Awapuni. The Prime Minister and party visited the troops at the racecourse and the Show Grounds. bbox=[918, 1586, 1108, 1635]
divider bbox=[14, 82, 262, 83]
section-heading: EXPLOSIONS IN POWDER FACTORIES bbox=[6, 1121, 131, 1142]
section-heading: The Men at Awapuni. bbox=[963, 1573, 1063, 1584]
section-heading: WOUNDED AT PONT KOUBBA HOSPITAL FROM GALLIPOLI, JULY 5. bbox=[804, 306, 904, 347]
divider bbox=[14, 1321, 124, 1322]
article-paragraph: London, July 11. The Norwegian steamer Nordlen, from Bergen to Archangel, was torpedoed, but crew landed at Aberdeen. bbox=[280, 288, 402, 336]
casualty-entry: GALE, Pte. Edward Lincoln (No. 6/43). Next-of-kin, Mr. William Thos. Gale. bbox=[543, 1010, 665, 1039]
divider bbox=[151, 838, 262, 839]
status-note: (Satisfactory.) bbox=[706, 57, 758, 67]
casualty-entry: REEVE, Lieut. Bertie Leonard Fielding. bbox=[673, 980, 791, 1000]
casualty-entry: BENNETT, Pte. Leonard William (No. 12/1283). Pronounced out of danger. STEADY, Pte. David Archer (No. 12/1323). CAMPBELL, Pte. Harry Robert (No. 12/1577). bbox=[799, 57, 909, 125]
casualty-entry: DOWNS, Pte. William (No. 6/1272). Next-of-kin, Mr. W. Downs, 8 Victory Terrace, Stoke-on-Trent, Durham. bbox=[543, 969, 665, 1008]
article-paragraph: The men are reported in good spirits, and the conditions in the camps are stated to be satisfactory. It is understood that further particulars will be published as soon as they come to hand. Relatives are advised that the information supplied to the Department is of the most general character, and that inquiries regarding individual soldiers should be addressed to the Base Records Office, Wellington. The weather has been exceedingly wet, and the troops have suffered some inconvenience in consequence, but the health of the men is reported to be excellent. A large number of men were accommodated in the buildings, and every effort is being made to secure their comfort. bbox=[280, 537, 402, 777]
unit-heading: MAORI CONTINGENT. bbox=[806, 211, 902, 221]
divider bbox=[807, 796, 901, 797]
divider bbox=[288, 125, 394, 126]
unit-heading: WELLINGTON BATTALION. bbox=[545, 835, 663, 844]
unit-heading: CANTERBURY BATTALION. bbox=[545, 452, 663, 461]
article-paragraph: Paris, July 11. Official:—"The Belgians repulsed the enemy's attack on a point situated on the right bank of the Yser, opposite the Belgians' position." bbox=[280, 175, 402, 233]
section-heading: REPORTED PRISONER bbox=[549, 644, 659, 655]
article-paragraph: The men are reported in good spirits, and the conditions in the camps are stated to be satisfactory. It is understood that further particulars will be published as soon as they come to hand. Relatives are advised that the information supplied to the Department is of the most general character, and that inquiries regarding individual soldiers should be addressed to the Base Records Office, Wellington. The weather has been exceedingly wet, and the troops have suffered some inconvenience in consequence, but the health of the men is reported to be excellent. A large number of men were accommodated in the buildings, and every effort is being made to secure their comfort. bbox=[412, 1872, 534, 2112]
unit-heading: CANTERBURY BATTALION. bbox=[823, 628, 885, 648]
section-heading: LARGE CONTRACTS LET. bbox=[805, 814, 903, 835]
section-heading: BALKAN KINGS TO MEET AT ATHENS. bbox=[45, 449, 231, 460]
unit-heading: OTAGO BATTALION. bbox=[810, 463, 898, 473]
article-paragraph: The men are reported in good spirits, and the conditions in the camps are stated to be satisfactory. It is understood that further particulars will be published as soon as they come to hand. Relatives are advised that the information supplied to the Department is of the most general character, and that inquiries regarding individual soldiers should be addressed to the Base Records Office, Wellington. The weather has been exceedingly wet, and the troops have suffered some inconvenience in consequence, but the health of the men is reported to be excellent. A large number of men were accommodated in the buildings, and every effort is being made to secure their comfort. bbox=[412, 113, 534, 353]
